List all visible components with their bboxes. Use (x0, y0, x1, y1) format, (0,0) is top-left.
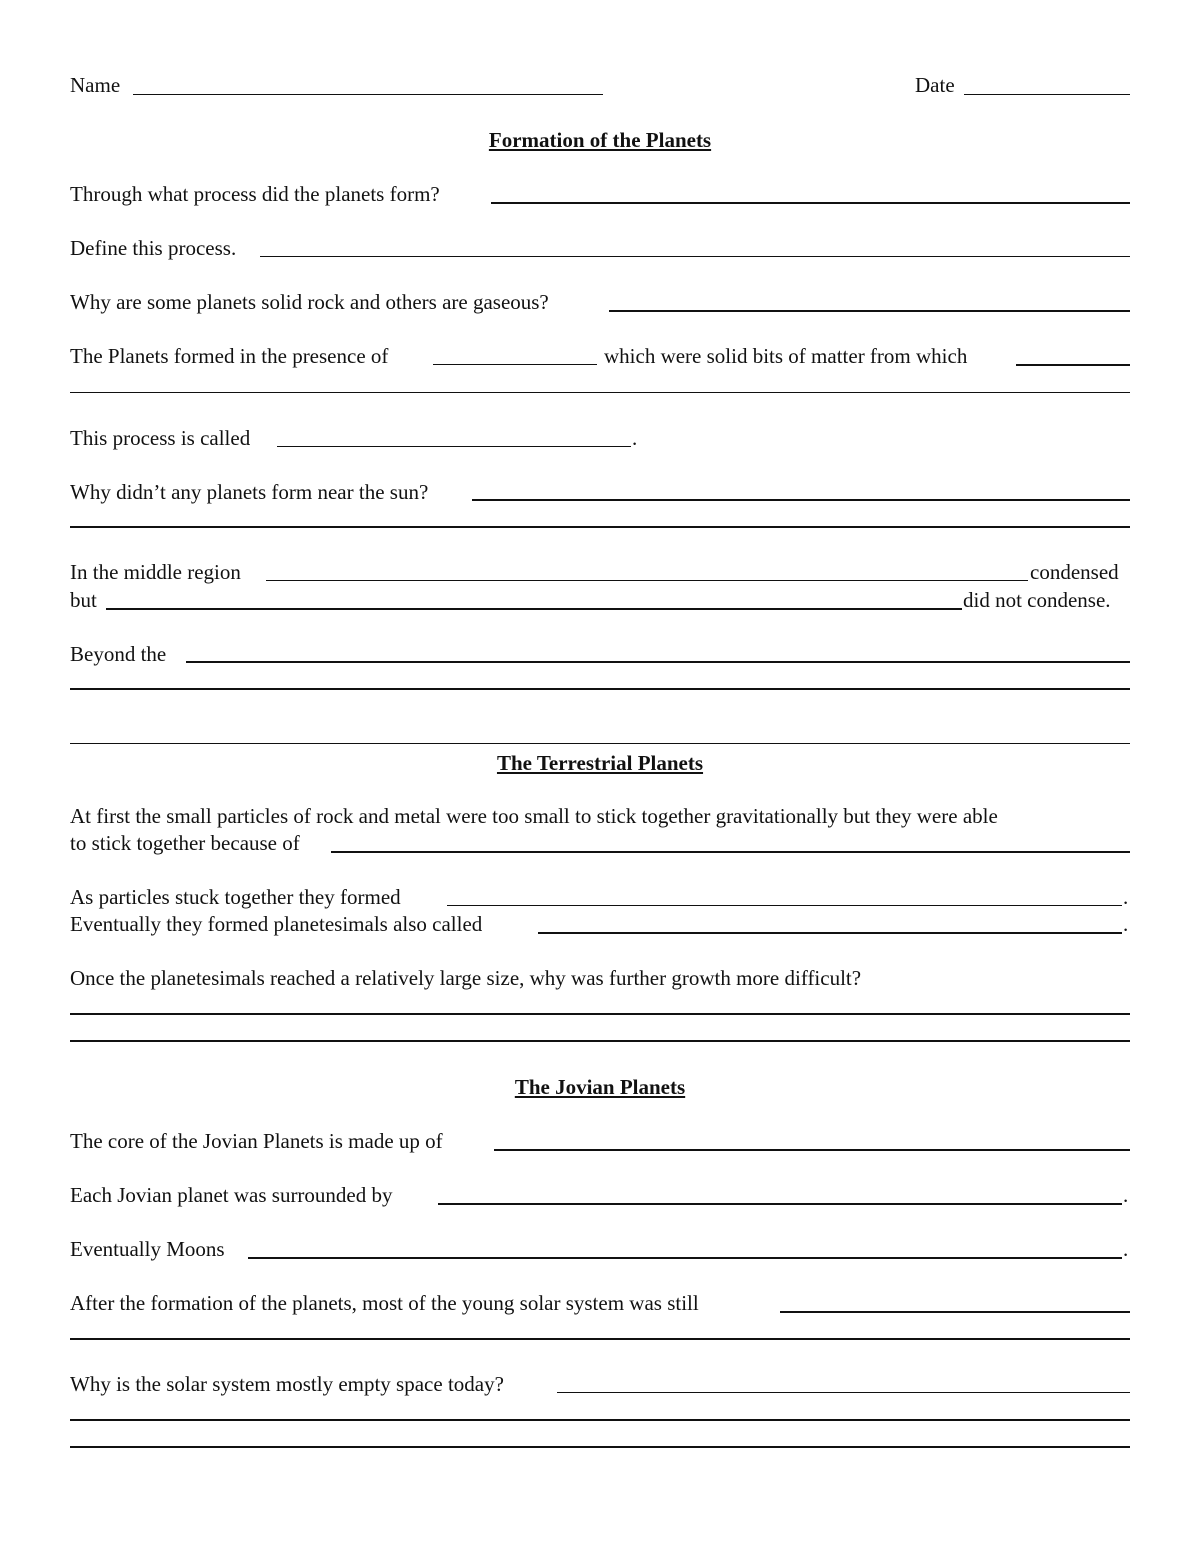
answer-growth-blank-2[interactable] (70, 1040, 1130, 1042)
question-presence-part-b: which were solid bits of matter from which (604, 344, 968, 368)
answer-still-blank-2[interactable] (70, 1338, 1130, 1340)
answer-core-blank[interactable] (494, 1149, 1130, 1151)
question-process: Through what process did the planets form? (70, 182, 440, 206)
question-middle-part-d: did not condense. (963, 588, 1111, 612)
answer-middle-not-condensed-blank[interactable] (106, 608, 962, 610)
question-near-sun: Why didn’t any planets form near the sun? (70, 480, 429, 504)
question-middle-part-c: but (70, 588, 97, 612)
answer-beyond-blank[interactable] (186, 661, 1130, 663)
question-called-part-a: This process is called (70, 426, 251, 450)
name-blank[interactable] (133, 94, 603, 95)
jovian-title: The Jovian Planets (514, 1075, 686, 1099)
answer-beyond-blank-2[interactable] (70, 688, 1130, 690)
terrestrial-title: The Terrestrial Planets (496, 751, 704, 775)
question-still: After the formation of the planets, most of the young solar system was still (70, 1291, 699, 1315)
answer-near-sun-blank-2[interactable] (70, 526, 1130, 528)
answer-empty-blank-3[interactable] (70, 1446, 1130, 1448)
answer-planetesimals-called-blank[interactable] (538, 932, 1122, 934)
answer-define-blank[interactable] (260, 256, 1130, 257)
question-core: The core of the Jovian Planets is made up of (70, 1129, 443, 1153)
question-middle-part-b: condensed (1030, 560, 1119, 584)
question-growth: Once the planetesimals reached a relatively large size, why was further growth more difficult? (70, 966, 862, 990)
answer-still-blank[interactable] (780, 1311, 1130, 1313)
question-define: Define this process. (70, 236, 237, 260)
answer-beyond-blank-3[interactable] (70, 743, 1130, 744)
question-planetesimals-called: Eventually they formed planetesimals also called (70, 912, 483, 936)
date-blank[interactable] (964, 94, 1130, 95)
answer-middle-condensed-blank[interactable] (266, 580, 1028, 581)
answer-from-which-blank[interactable] (1016, 364, 1130, 366)
question-solid-gas: Why are some planets solid rock and others are gaseous? (70, 290, 549, 314)
date-label: Date (915, 73, 955, 97)
question-empty: Why is the solar system mostly empty space today? (70, 1372, 504, 1396)
question-beyond: Beyond the (70, 642, 167, 666)
answer-solid-gas-blank[interactable] (609, 310, 1130, 312)
answer-empty-blank[interactable] (557, 1392, 1130, 1393)
question-surrounded: Each Jovian planet was surrounded by (70, 1183, 393, 1207)
answer-planetesimals-period: . (1123, 912, 1129, 936)
answer-formed-blank[interactable] (447, 905, 1122, 906)
question-presence-part-a: The Planets formed in the presence of (70, 344, 389, 368)
formation-title: Formation of the Planets (488, 128, 712, 152)
question-stick-line-1: At first the small particles of rock and metal were too small to stick together gravitationally but they were able (70, 804, 998, 828)
answer-formed-period: . (1123, 885, 1129, 909)
answer-moons-blank[interactable] (248, 1257, 1122, 1259)
answer-presence-blank[interactable] (433, 364, 597, 365)
question-moons: Eventually Moons (70, 1237, 225, 1261)
answer-moons-period: . (1123, 1237, 1129, 1261)
name-label: Name (70, 73, 121, 97)
question-called-period: . (632, 426, 638, 450)
answer-empty-blank-2[interactable] (70, 1419, 1130, 1421)
answer-surrounded-blank[interactable] (438, 1203, 1122, 1205)
answer-from-which-blank-2[interactable] (70, 392, 1130, 393)
answer-called-blank[interactable] (277, 446, 631, 447)
answer-stick-blank[interactable] (331, 851, 1130, 853)
answer-process-blank[interactable] (491, 202, 1130, 204)
answer-growth-blank[interactable] (70, 1013, 1130, 1015)
question-middle-part-a: In the middle region (70, 560, 241, 584)
question-stick-line-2: to stick together because of (70, 831, 300, 855)
answer-near-sun-blank[interactable] (472, 499, 1130, 501)
question-formed: As particles stuck together they formed (70, 885, 401, 909)
answer-surrounded-period: . (1123, 1183, 1129, 1207)
